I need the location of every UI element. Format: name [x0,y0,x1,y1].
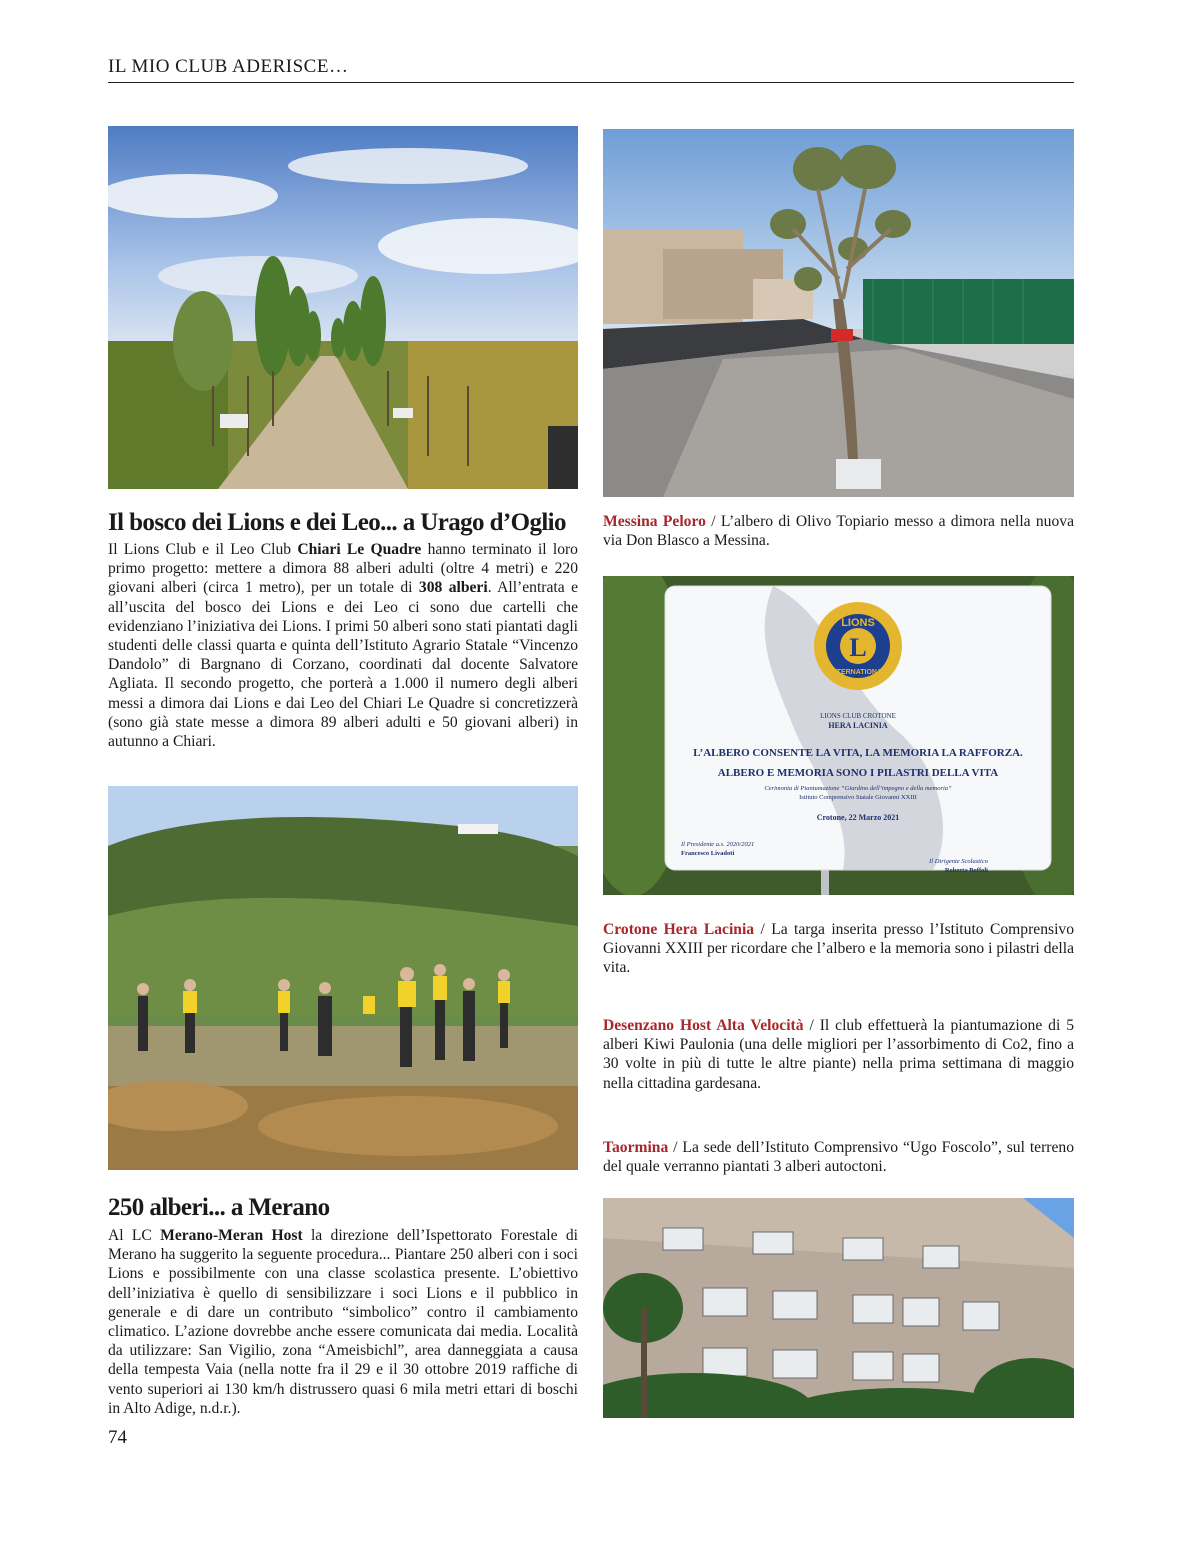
photo-lions-sign [603,576,1074,895]
body-text-run: Il Lions Club e il Leo Club [108,541,298,558]
body-text-run: Al LC [108,1227,161,1244]
sign-line-3: Cerimonia di Piantumazione “Giardino dell’impegno e della memoria” [764,785,952,792]
page-number: 74 [108,1427,127,1448]
lions-emblem-bottom: INTERNATIONAL [829,669,887,676]
body-text-bold: Chiari Le Quadre [297,541,422,558]
body-text-bold: 308 alberi [418,579,488,597]
caption-taormina [603,1138,1074,1176]
caption-place: Taormina [603,1139,669,1156]
body-text-run: la direzione dell’Ispettorato Forestale di Merano ha suggerito la seguente procedura... Piantare 250 alberi con i soci Lions e possibilmente con una classe scolastica presente. L’obiettivo dell’iniziativa è quello di sensibilizzare i soci Lions e il pubblico in generale e di dare un contributo “simbolico” contro il cambiamento climatico. L’azione dovrebbe anche essere comunicata dai media. Località da utilizzare: San Vigilio, zona “Ameisbichl”, area danneggiata a causa della tempesta Vaia (nella notte fra il 29 e il 30 ottobre 2019 raffiche di vento superiori ai 130 km/h distrussero quasi 6 mila metri ettari di boschi in Alto Adige, n.d.r.). [108,1227,578,1417]
sign-director-name: Roberta Boffoli [944,867,988,874]
sign-line-1: L’ALBERO CONSENTE LA VITA, LA MEMORIA LA RAFFORZA. [693,747,1023,759]
sign-president-name: Francesco Livadoti [681,850,735,857]
sign-president-role: Il Presidente a.s. 2020/2021 [681,841,755,848]
sign-line-2: ALBERO E MEMORIA SONO I PILASTRI DELLA VITA [717,767,999,779]
caption-crotone [603,920,1074,978]
header-rule [108,82,1074,83]
body-text-bold: Merano-Meran Host [160,1227,303,1244]
article-title-urago: Il bosco dei Lions e dei Leo... a Urago d’Oglio [108,509,566,536]
caption-text: / L’albero di Olivo Topiario messo a dimora nella nuova via Don Blasco a Messina. [603,513,1074,550]
photo-school-building [603,1198,1074,1418]
caption-place: Messina Peloro [603,513,706,530]
running-head: IL MIO CLUB ADERISCE… [108,56,349,77]
photo-group-planting [108,786,578,1170]
sign-club-small: LIONS CLUB CROTONE [820,712,896,720]
sign-club-name: HERA LACINIA [828,721,888,730]
body-text-run: . All’entrata e all’uscita del bosco dei Lions e dei Leo ci sono due cartelli che evidenziano l’iniziativa dei Lions. I primi 50 alberi sono stati piantati dagli studenti delle classi quarta e quinta dell’Istituto Agrario Statale “Vincenzo Dandolo” di Bargnano di Corzano, coordinati dal docente Salvatore Agliata. Il secondo progetto, che porterà a 1.000 il numero degli alberi messi a dimora dai Lions e dai Leo del Chiari Le Quadre si concretizzerà (sono già state messe a dimora 89 alberi adulti e 50 giovani alberi) in autunno a Chiari. [108,579,578,751]
caption-desenzano [603,1016,1074,1093]
article-title-merano: 250 alberi... a Merano [108,1194,330,1221]
caption-place: Crotone Hera Lacinia [603,921,755,938]
article-body-urago [108,540,578,751]
lions-emblem-top: LIONS [841,617,875,629]
sign-date: Crotone, 22 Marzo 2021 [816,813,900,822]
photo-tree-lined-path [108,126,578,489]
caption-text: / La sede dell’Istituto Comprensivo “Ugo Foscolo”, sul terreno del quale verranno piantati 3 alberi autoctoni. [603,1139,1074,1176]
caption-messina [603,512,1074,550]
sign-line-4: Istituto Comprensivo Statale Giovanni XXIII [799,794,917,801]
lions-emblem-letter: L [849,633,867,662]
caption-text: / Il club effettuerà la piantumazione di 5 alberi Kiwi Paulonia (una delle migliori per l’assorbimento di Co2, fino a 30 volte in più di tutte le altre piante) nella prima settimana di maggio nella cittadina gardesana. [603,1017,1075,1092]
photo-olive-tree [603,129,1074,497]
body-text-run: hanno terminato il loro primo progetto: mettere a dimora 88 alberi adulti (oltre 4 metri) e 220 giovani alberi (circa 1 metro), per un totale di [108,541,578,597]
article-body-merano [108,1226,578,1418]
sign-director-role: Il Dirigente Scolastico [929,858,988,865]
caption-text: / La targa inserita presso l’Istituto Comprensivo Giovanni XXIII per ricordare che l’albero e la memoria sono i pilastri della vita. [603,921,1074,977]
caption-place: Desenzano Host Alta Velocità [603,1017,804,1034]
